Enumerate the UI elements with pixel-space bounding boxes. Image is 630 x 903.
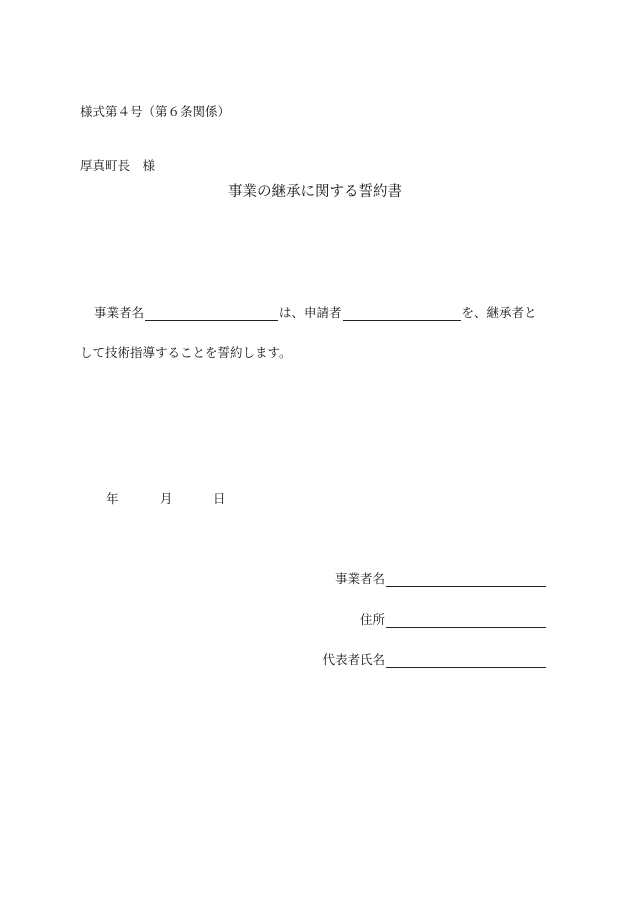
date-month-label: 月 [160,491,173,506]
business-name-label: 事業者名 [334,571,385,586]
document-title: 事業の継承に関する誓約書 [228,184,402,200]
business-name-blank[interactable] [145,307,278,321]
business-name-prefix: 事業者名 [94,305,145,320]
business-name-field[interactable] [386,573,546,587]
address-label: 住所 [359,612,385,627]
form-number: 様式第４号（第６条関係） [80,104,231,119]
representative-label: 代表者氏名 [322,652,385,667]
successor-suffix: を、継承者と [461,305,537,320]
signature-address [0,612,546,628]
applicant-prefix: は、申請者 [279,305,342,320]
signature-representative [0,652,546,668]
representative-field[interactable] [386,654,546,668]
applicant-blank[interactable] [343,307,461,321]
addressee: 厚真町長 様 [80,158,156,173]
pledge-text-line-1 [94,305,537,321]
date-year-label: 年 [106,491,119,506]
address-field[interactable] [386,614,546,628]
signature-business-name [0,571,546,587]
pledge-text-line-2: して技術指導することを誓約します。 [80,345,292,360]
date-day-label: 日 [213,491,226,506]
